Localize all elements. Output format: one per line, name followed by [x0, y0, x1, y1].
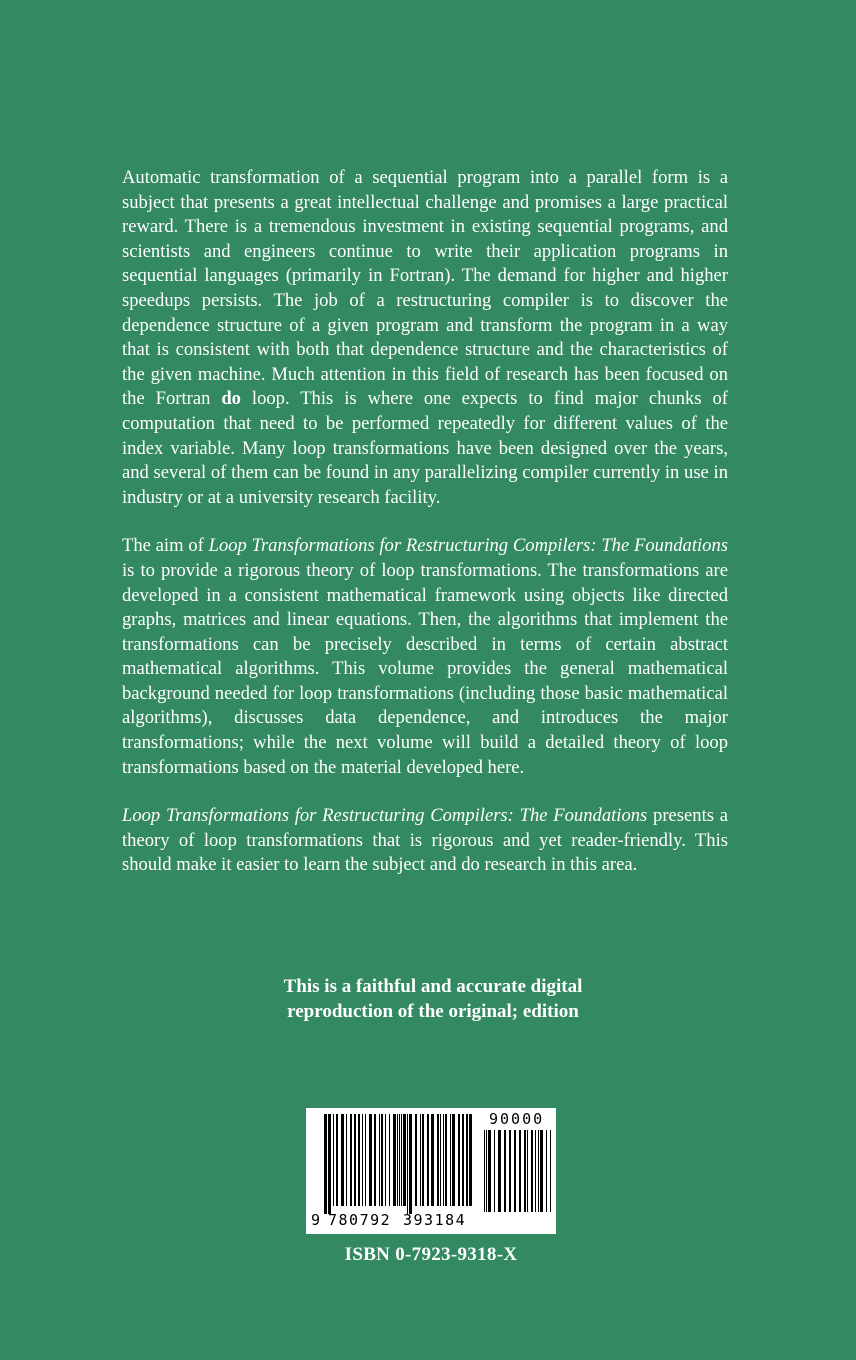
do-keyword: do — [221, 388, 241, 410]
book-title-ref: Loop Transformations for Restructuring Compilers: The Foundations — [208, 535, 729, 557]
barcode-bar — [531, 1130, 533, 1212]
barcode — [306, 1108, 556, 1234]
barcode-graphic — [306, 1108, 556, 1234]
reproduction-note-line-1: This is a faithful and accurate digital — [283, 976, 583, 997]
barcode-bar — [524, 1130, 526, 1212]
barcode-bar — [324, 1114, 327, 1214]
barcode-bar — [440, 1114, 441, 1206]
barcode-bar — [374, 1114, 376, 1206]
barcode-digit-lead: 9 — [311, 1211, 321, 1229]
barcode-bar — [346, 1114, 347, 1206]
blurb-paragraph-2 — [122, 534, 728, 780]
blurb-p3-rest: presents a theory of loop transformations that is rigorous and yet reader-friendly. This should make it easier to learn the subject and do research in this area. — [122, 805, 728, 876]
blurb-paragraph-1 — [122, 166, 728, 510]
barcode-bar — [369, 1114, 372, 1206]
barcode-bar — [486, 1130, 487, 1212]
blurb-text — [122, 166, 728, 902]
barcode-bar — [504, 1130, 506, 1212]
barcode-digits-left: 780792 — [328, 1211, 392, 1229]
blurb-p1-tail: loop. This is where one expects to find major chunks of computation that need to be performed repeatedly for different values of the index variable. Many loop transformations have been designed over the years, and several of them can be found in any parallelizing compiler currently in use in industry or at a university research facility. — [122, 388, 728, 508]
barcode-bar — [365, 1114, 366, 1206]
barcode-bar — [409, 1114, 412, 1214]
blurb-paragraph-3 — [122, 804, 728, 878]
barcode-bar — [450, 1114, 451, 1206]
reproduction-note — [200, 974, 666, 1024]
barcode-bar — [389, 1114, 390, 1206]
barcode-addon-digits: 90000 — [489, 1110, 545, 1128]
barcode-bar — [540, 1130, 543, 1212]
barcode-bar — [420, 1114, 421, 1206]
barcode-bar — [550, 1130, 551, 1212]
barcode-bar — [341, 1114, 344, 1206]
barcode-bar — [498, 1130, 501, 1212]
barcode-bar — [399, 1114, 400, 1206]
barcode-bar — [401, 1114, 402, 1206]
book-title-ref-2: Loop Transformations for Restructuring Compilers: The Foundations — [122, 805, 648, 827]
barcode-bar — [462, 1114, 464, 1206]
barcode-bar — [333, 1114, 334, 1206]
reproduction-note-line-2: reproduction of the original; edition — [287, 1001, 579, 1022]
barcode-digits-right: 393184 — [403, 1211, 467, 1229]
barcode-bar — [445, 1114, 447, 1206]
barcode-bar — [469, 1114, 472, 1206]
barcode-bar — [381, 1114, 383, 1206]
barcode-bar — [514, 1130, 516, 1212]
barcode-bar — [397, 1114, 398, 1206]
barcode-bar — [427, 1114, 429, 1206]
barcode-bar — [336, 1114, 338, 1206]
barcode-bar — [415, 1114, 417, 1206]
barcode-bar — [379, 1114, 380, 1206]
barcode-bar — [393, 1114, 396, 1206]
barcode-bar — [466, 1114, 468, 1206]
barcode-bar — [458, 1114, 460, 1206]
barcode-bar — [494, 1130, 495, 1212]
barcode-bar — [519, 1130, 521, 1212]
blurb-p1-text: Automatic transformation of a sequential program into a parallel form is a subject that presents a great intellectual challenge and promises a large practical reward. There is a tremendous investment in existing sequential programs, and scientists and engineers continue to write their application programs in sequential languages (primarily in Fortran). The demand for higher and higher speedups persists. The job of a restructuring compiler is to discover the dependence structure of a given program and transform the program in a way that is consistent with both that dependence structure and the characteristics of the given machine. Much attention in this field of research has been focused on the Fortran — [122, 167, 728, 410]
barcode-bar — [452, 1114, 455, 1206]
barcode-bar — [358, 1114, 360, 1206]
barcode-bar — [407, 1114, 408, 1214]
barcode-bar — [488, 1130, 491, 1212]
isbn-label: ISBN 0-7923-9318-X — [344, 1244, 518, 1265]
barcode-bar — [431, 1114, 434, 1206]
barcode-bar — [484, 1130, 485, 1212]
barcode-bar — [546, 1130, 547, 1212]
barcode-bar — [328, 1114, 331, 1214]
barcode-bar — [527, 1130, 528, 1212]
barcode-bar — [385, 1114, 386, 1206]
barcode-bar — [437, 1114, 439, 1206]
barcode-bar — [535, 1130, 536, 1212]
barcode-bar — [509, 1130, 511, 1212]
barcode-bar — [443, 1114, 444, 1206]
barcode-bar — [538, 1130, 539, 1212]
blurb-p2-rest: is to provide a rigorous theory of loop transformations. The transformations are developed in a consistent mathematical framework using objects like directed graphs, matrices and linear equations. Then, the algorithms that implement the transformations can be precisely described in terms of certain abstract mathematical algorithms. This volume provides the general mathematical background needed for loop transformations (including those basic mathematical algorithms), discusses data dependence, and introduces the major transformations; while the next volume will build a detailed theory of loop transformations based on the material developed here. — [122, 559, 728, 778]
ean-bars — [324, 1114, 472, 1214]
barcode-bar — [422, 1114, 424, 1206]
barcode-bar — [350, 1114, 352, 1206]
blurb-p2-lead: The aim of — [122, 535, 204, 557]
barcode-bar — [354, 1114, 356, 1206]
barcode-bar — [362, 1114, 363, 1206]
barcode-bar — [403, 1114, 406, 1206]
addon-bars — [484, 1130, 551, 1212]
